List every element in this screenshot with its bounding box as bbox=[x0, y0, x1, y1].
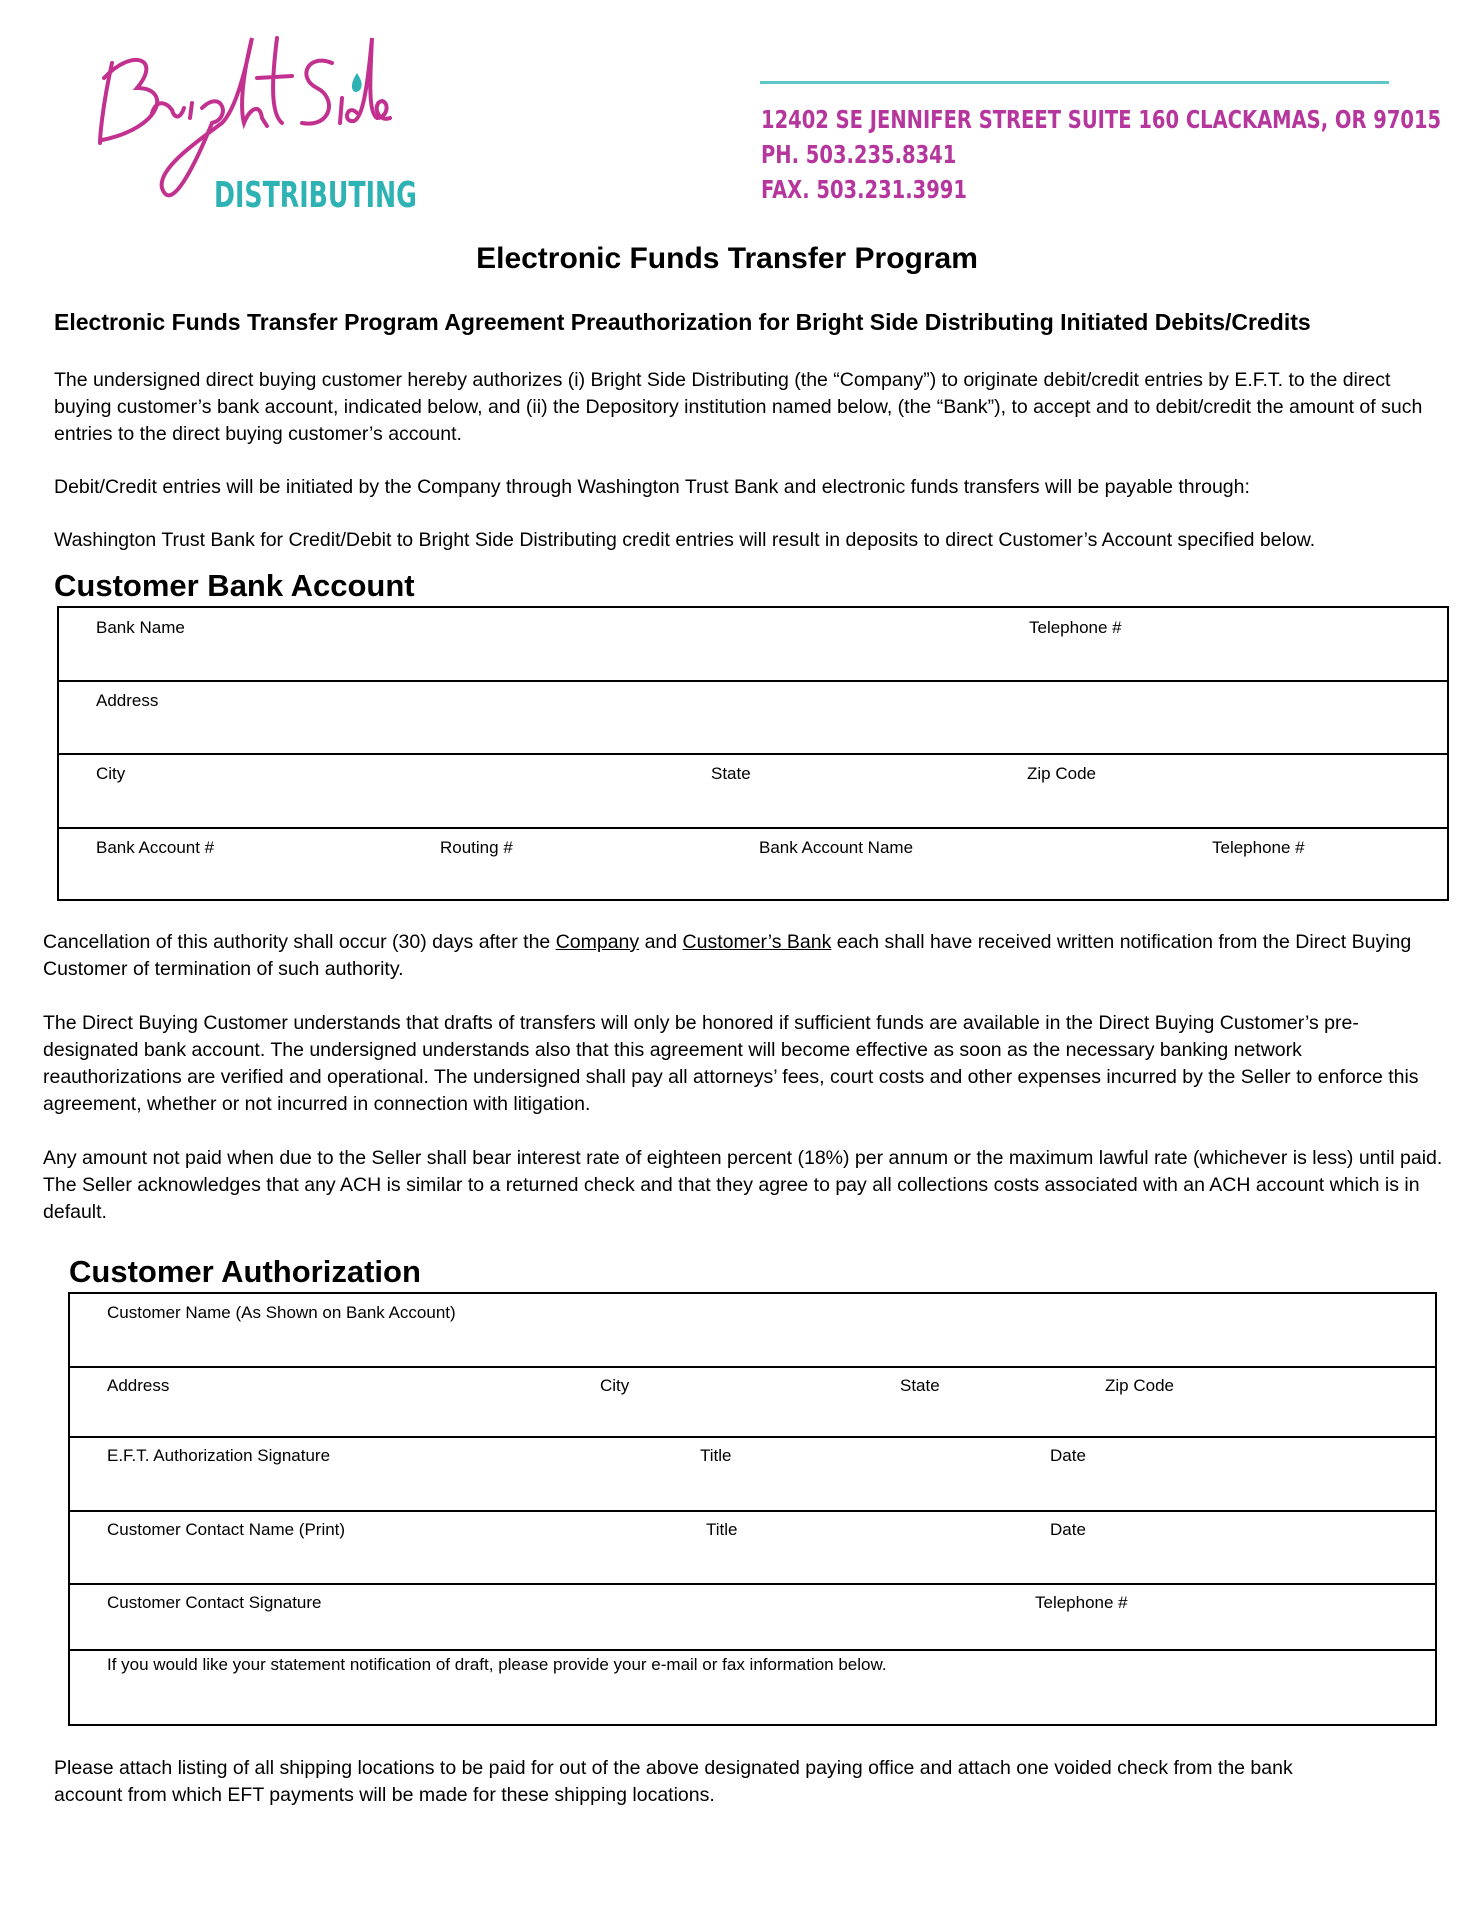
bank-address-field[interactable]: Address bbox=[96, 691, 159, 710]
bank-account-form bbox=[57, 606, 1449, 901]
company-logo bbox=[92, 18, 417, 233]
contact-title-field[interactable]: Title bbox=[706, 1520, 738, 1539]
company-phone: PH. 503.235.8341 bbox=[761, 140, 957, 169]
bank-section-heading: Customer Bank Account bbox=[54, 568, 415, 603]
bank-telephone-field[interactable]: Telephone # bbox=[1029, 618, 1122, 637]
cancellation-paragraph: Cancellation of this authority shall occur (30) days after the Company and Customer’s Bank each shall have received written notification from the Direct Buying Customer of termination of such authority. bbox=[43, 931, 1412, 980]
bank-account-number-field[interactable]: Bank Account # bbox=[96, 838, 215, 857]
customer-address-field[interactable]: Address bbox=[107, 1376, 170, 1395]
footer-paragraph: Please attach listing of all shipping locations to be paid for out of the above designated paying office and attach one voided check from the bank account from which EFT payments will be made for these shipping locations. bbox=[54, 1757, 1293, 1806]
company-term: Company bbox=[555, 931, 640, 953]
account-telephone-field[interactable]: Telephone # bbox=[1212, 838, 1305, 857]
customer-bank-term: Customer’s Bank bbox=[682, 931, 832, 953]
bank-name-field[interactable]: Bank Name bbox=[96, 618, 185, 637]
bank-account-name-field[interactable]: Bank Account Name bbox=[759, 838, 914, 857]
authorization-section-heading: Customer Authorization bbox=[69, 1254, 421, 1289]
signer-title-field[interactable]: Title bbox=[700, 1446, 732, 1465]
page-subtitle: Electronic Funds Transfer Program Agreement Preauthorization for Bright Side Distributing Initiated Debits/Credits bbox=[54, 309, 1311, 335]
customer-state-field[interactable]: State bbox=[900, 1376, 940, 1395]
form-divider bbox=[70, 1436, 1435, 1438]
customer-name-field[interactable]: Customer Name (As Shown on Bank Account) bbox=[107, 1303, 456, 1322]
terms-paragraph-2: Any amount not paid when due to the Seller shall bear interest rate of eighteen percent (18%) per annum or the maximum lawful rate (whichever is less) until paid. The Seller acknowledges that any ACH is similar to a returned check and that they agree to pay all collections costs associated with an ACH account which is in default. bbox=[43, 1147, 1443, 1223]
intro-paragraph-3: Washington Trust Bank for Credit/Debit to Bright Side Distributing credit entries will result in deposits to direct Customer’s Account specified below. bbox=[54, 529, 1316, 551]
form-divider bbox=[59, 680, 1447, 682]
contact-date-field[interactable]: Date bbox=[1050, 1520, 1086, 1539]
contact-signature-field[interactable]: Customer Contact Signature bbox=[107, 1593, 322, 1612]
signature-date-field[interactable]: Date bbox=[1050, 1446, 1086, 1465]
page-title: Electronic Funds Transfer Program bbox=[476, 242, 978, 275]
company-fax: FAX. 503.231.3991 bbox=[761, 175, 967, 204]
customer-zip-field[interactable]: Zip Code bbox=[1105, 1376, 1174, 1395]
form-divider bbox=[70, 1649, 1435, 1651]
form-divider bbox=[59, 827, 1447, 829]
logo-subtext: DISTRIBUTING bbox=[214, 175, 417, 216]
header-divider bbox=[760, 81, 1389, 84]
bank-zip-field[interactable]: Zip Code bbox=[1027, 764, 1096, 783]
form-divider bbox=[70, 1510, 1435, 1512]
form-divider bbox=[70, 1366, 1435, 1368]
form-divider bbox=[59, 753, 1447, 755]
customer-authorization-form bbox=[68, 1292, 1437, 1726]
bank-state-field[interactable]: State bbox=[711, 764, 751, 783]
customer-city-field[interactable]: City bbox=[600, 1376, 630, 1395]
bank-city-field[interactable]: City bbox=[96, 764, 126, 783]
notification-email-fax-field[interactable]: If you would like your statement notification of draft, please provide your e-mail or fax information below. bbox=[107, 1655, 887, 1674]
company-address: 12402 SE JENNIFER STREET SUITE 160 CLACKAMAS, OR 97015 bbox=[761, 105, 1442, 134]
eft-signature-field[interactable]: E.F.T. Authorization Signature bbox=[107, 1446, 331, 1465]
contact-telephone-field[interactable]: Telephone # bbox=[1035, 1593, 1128, 1612]
intro-paragraph-2: Debit/Credit entries will be initiated by the Company through Washington Trust Bank and electronic funds transfers will be payable through: bbox=[54, 476, 1250, 498]
form-divider bbox=[70, 1583, 1435, 1585]
contact-name-field[interactable]: Customer Contact Name (Print) bbox=[107, 1520, 346, 1539]
terms-paragraph-1: The Direct Buying Customer understands that drafts of transfers will only be honored if sufficient funds are available in the Direct Buying Customer’s pre-designated bank account. The undersigned understands also that this agreement will become effective as soon as the necessary banking network reauthorizations are verified and operational. The undersigned shall pay all attorneys’ fees, court costs and other expenses incurred by the Seller to enforce this agreement, whether or not incurred in connection with litigation. bbox=[43, 1012, 1419, 1115]
intro-paragraph-1: The undersigned direct buying customer hereby authorizes (i) Bright Side Distributing (the “Company”) to originate debit/credit entries by E.F.T. to the direct buying customer’s bank account, indicated below, and (ii) the Depository institution named below, (the “Bank”), to accept and to debit/credit the amount of such entries to the direct buying customer’s account. bbox=[54, 369, 1423, 445]
routing-number-field[interactable]: Routing # bbox=[440, 838, 513, 857]
